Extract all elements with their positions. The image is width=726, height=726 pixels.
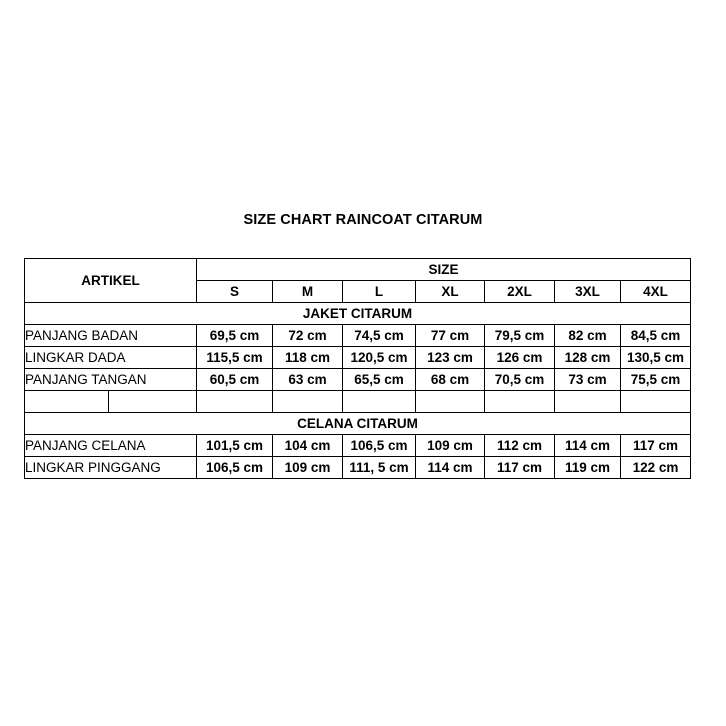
empty-cell xyxy=(109,391,197,413)
cell-value: 112 cm xyxy=(485,435,555,457)
cell-value: 60,5 cm xyxy=(197,369,273,391)
cell-value: 69,5 cm xyxy=(197,325,273,347)
size-col-header: L xyxy=(343,281,416,303)
empty-row xyxy=(25,391,691,413)
size-col-header: S xyxy=(197,281,273,303)
empty-cell xyxy=(273,391,343,413)
size-col-header: 2XL xyxy=(485,281,555,303)
cell-value: 115,5 cm xyxy=(197,347,273,369)
cell-value: 106,5 cm xyxy=(343,435,416,457)
table-row xyxy=(25,325,691,347)
header-row-1 xyxy=(25,259,691,281)
cell-value: 68 cm xyxy=(416,369,485,391)
cell-value: 109 cm xyxy=(273,457,343,479)
cell-value: 106,5 cm xyxy=(197,457,273,479)
cell-value: 63 cm xyxy=(273,369,343,391)
table-row xyxy=(25,435,691,457)
empty-cell xyxy=(343,391,416,413)
section-row-jaket xyxy=(25,303,691,325)
chart-title: SIZE CHART RAINCOAT CITARUM xyxy=(243,212,483,228)
row-label: LINGKAR PINGGANG xyxy=(25,457,197,479)
cell-value: 117 cm xyxy=(485,457,555,479)
cell-value: 119 cm xyxy=(555,457,621,479)
cell-value: 122 cm xyxy=(621,457,691,479)
empty-cell xyxy=(621,391,691,413)
table-row xyxy=(25,457,691,479)
cell-value: 82 cm xyxy=(555,325,621,347)
row-label: PANJANG TANGAN xyxy=(25,369,197,391)
row-label: PANJANG CELANA xyxy=(25,435,197,457)
cell-value: 130,5 cm xyxy=(621,347,691,369)
size-header: SIZE xyxy=(197,259,691,281)
cell-value: 65,5 cm xyxy=(343,369,416,391)
cell-value: 74,5 cm xyxy=(343,325,416,347)
cell-value: 128 cm xyxy=(555,347,621,369)
section-row-celana xyxy=(25,413,691,435)
cell-value: 70,5 cm xyxy=(485,369,555,391)
cell-value: 117 cm xyxy=(621,435,691,457)
cell-value: 109 cm xyxy=(416,435,485,457)
section-title-celana: CELANA CITARUM xyxy=(25,413,691,435)
cell-value: 104 cm xyxy=(273,435,343,457)
empty-cell xyxy=(416,391,485,413)
row-label: PANJANG BADAN xyxy=(25,325,197,347)
cell-value: 118 cm xyxy=(273,347,343,369)
table-row xyxy=(25,369,691,391)
cell-value: 84,5 cm xyxy=(621,325,691,347)
empty-cell xyxy=(197,391,273,413)
artikel-header: ARTIKEL xyxy=(25,259,197,303)
cell-value: 101,5 cm xyxy=(197,435,273,457)
size-col-header: 3XL xyxy=(555,281,621,303)
size-col-header: 4XL xyxy=(621,281,691,303)
size-chart-table xyxy=(24,258,691,479)
cell-value: 75,5 cm xyxy=(621,369,691,391)
cell-value: 120,5 cm xyxy=(343,347,416,369)
cell-value: 114 cm xyxy=(555,435,621,457)
cell-value: 72 cm xyxy=(273,325,343,347)
cell-value: 123 cm xyxy=(416,347,485,369)
size-col-header: M xyxy=(273,281,343,303)
section-title-jaket: JAKET CITARUM xyxy=(25,303,691,325)
row-label: LINGKAR DADA xyxy=(25,347,197,369)
cell-value: 126 cm xyxy=(485,347,555,369)
empty-cell xyxy=(555,391,621,413)
cell-value: 114 cm xyxy=(416,457,485,479)
empty-cell xyxy=(25,391,109,413)
cell-value: 111, 5 cm xyxy=(343,457,416,479)
empty-cell xyxy=(485,391,555,413)
cell-value: 77 cm xyxy=(416,325,485,347)
cell-value: 73 cm xyxy=(555,369,621,391)
table-row xyxy=(25,347,691,369)
size-col-header: XL xyxy=(416,281,485,303)
cell-value: 79,5 cm xyxy=(485,325,555,347)
